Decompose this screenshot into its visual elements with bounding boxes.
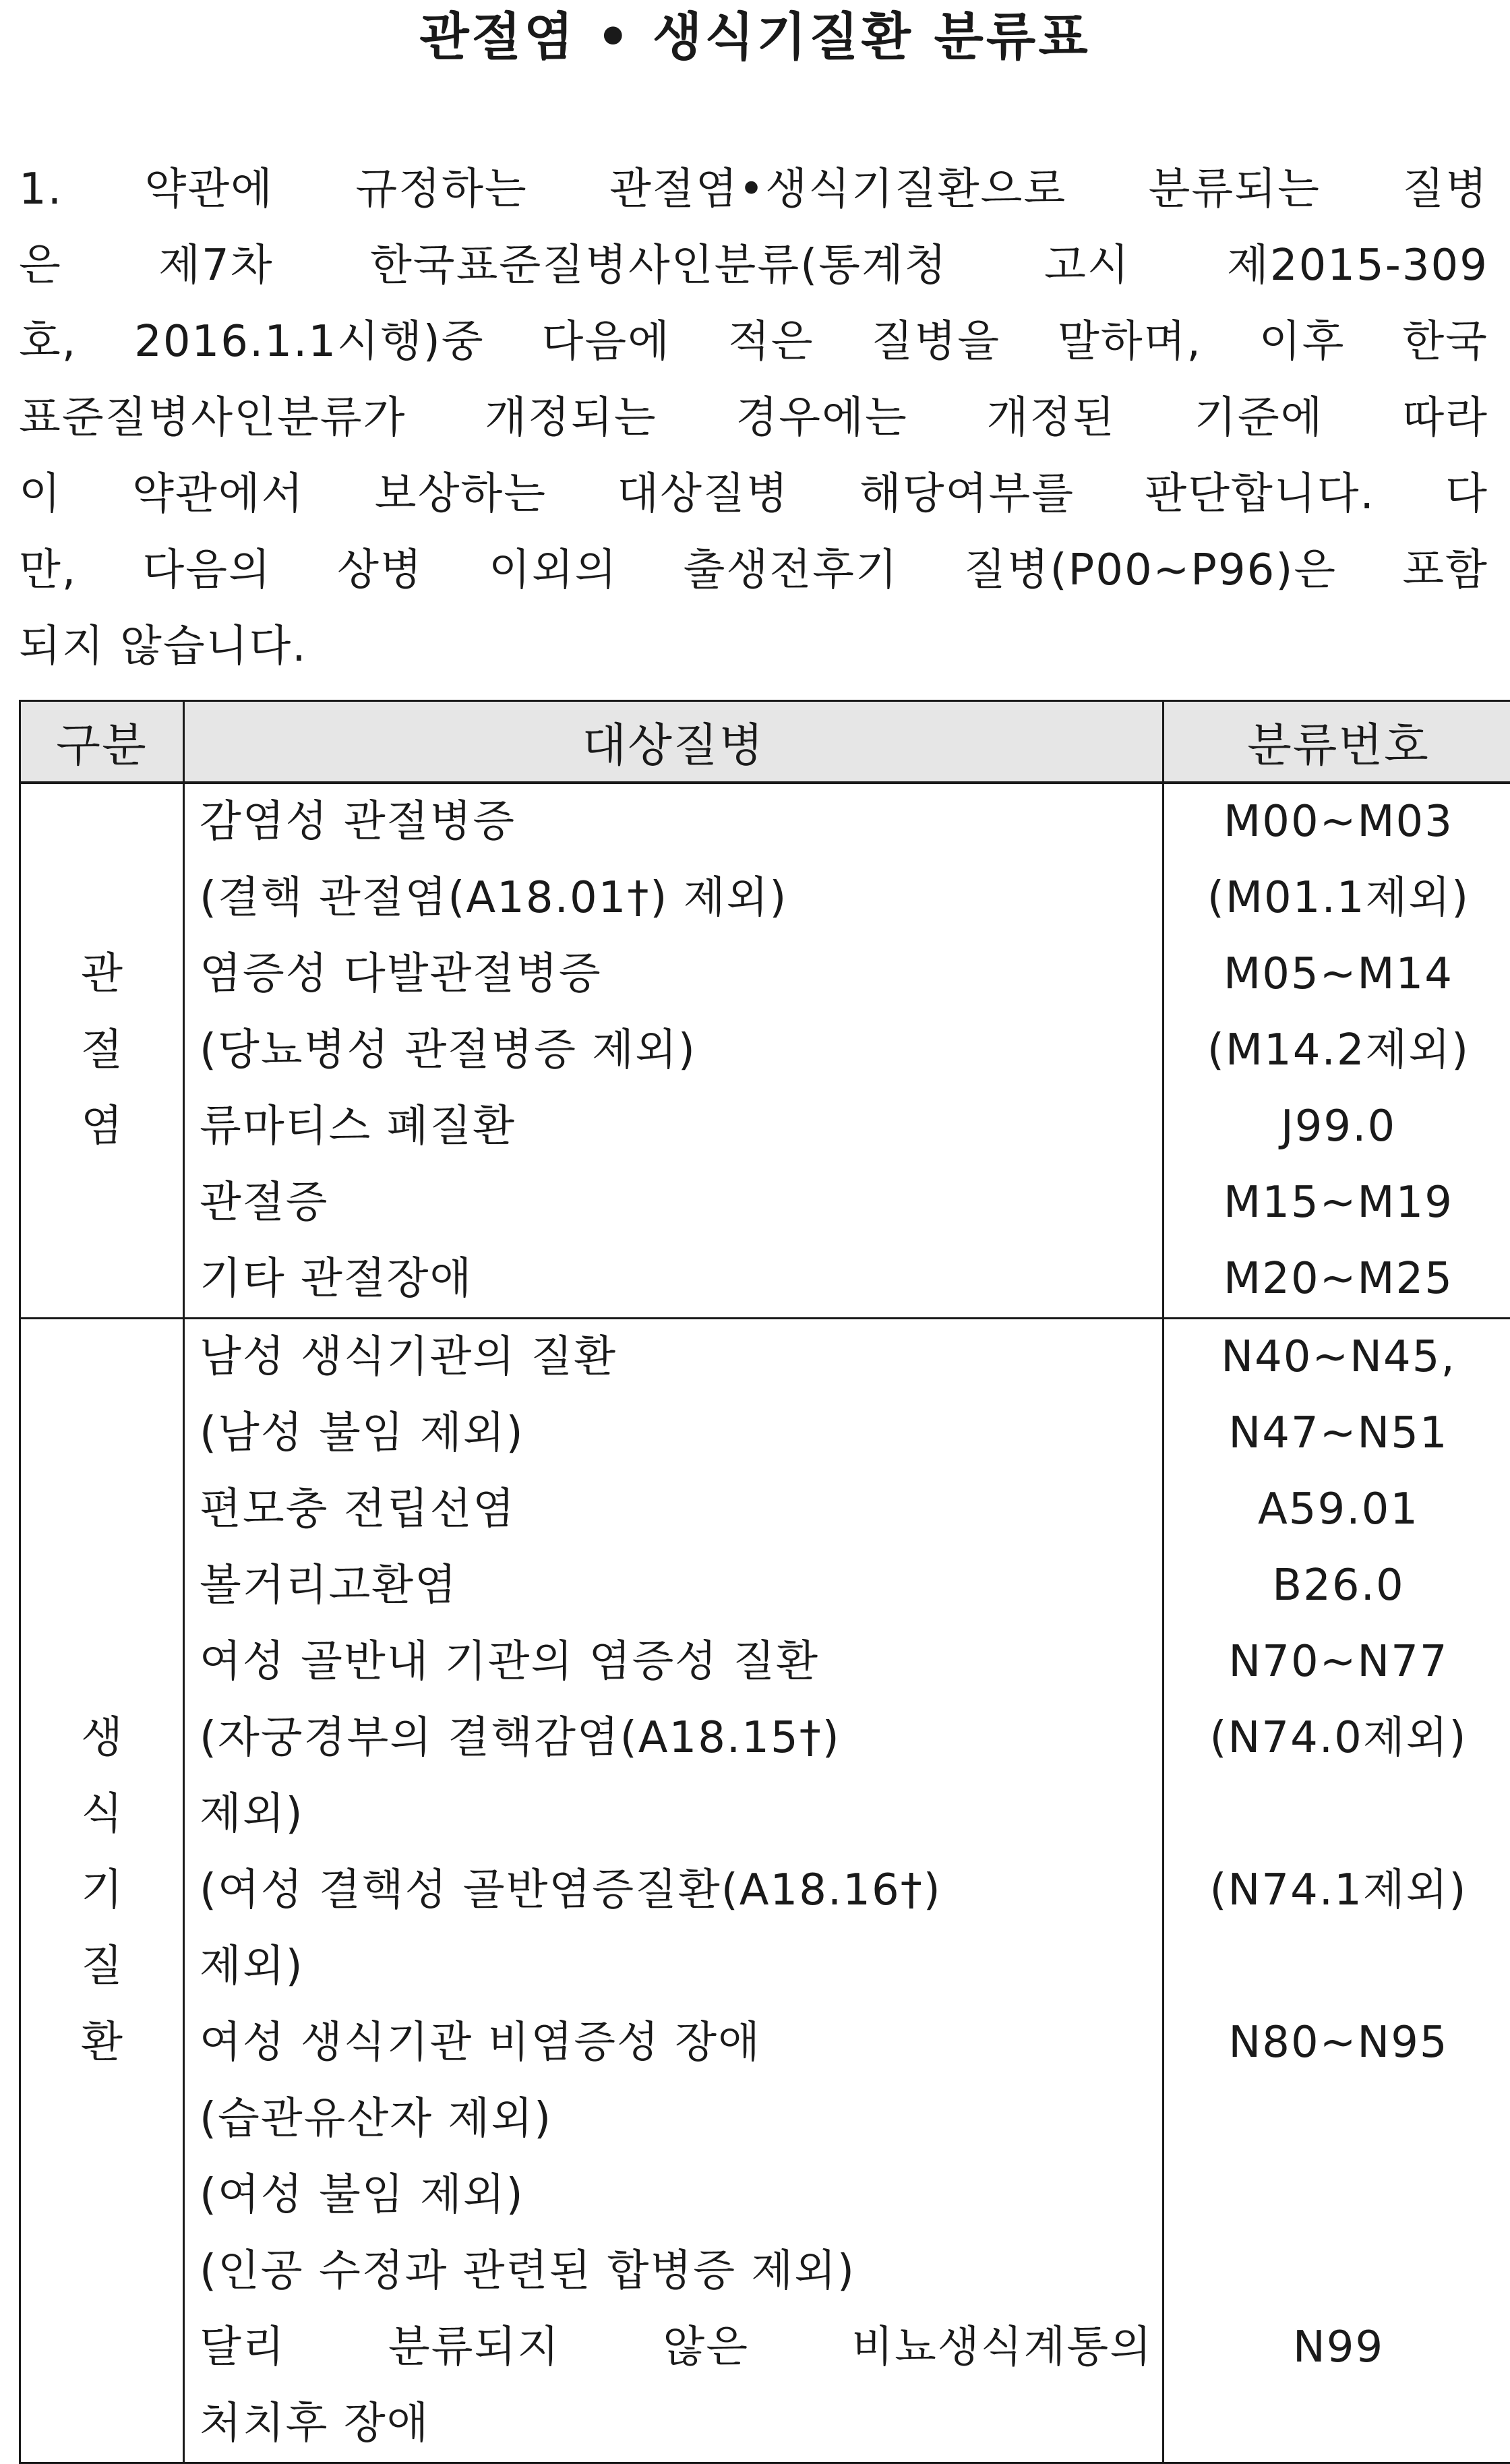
disease-line: 볼거리고환염 — [200, 1548, 1162, 1624]
disease-line: 남성 생식기관의 질환 — [200, 1319, 1162, 1395]
category-cell — [20, 783, 184, 1319]
code-line — [1164, 1776, 1510, 1853]
disease-line: 여성 골반내 기관의 염증성 질환 — [200, 1624, 1162, 1700]
paragraph-line: 만, 다음의 상병 이외의 출생전후기 질병(P00~P96)은 포함 — [19, 533, 1488, 609]
code-line — [1164, 2386, 1510, 2462]
paragraph-line: 은 제7차 한국표준질병사인분류(통계청 고시 제2015-309 — [19, 228, 1488, 304]
disease-line: 여성 생식기관 비염증성 장애 — [200, 2005, 1162, 2081]
code-line: J99.0 — [1164, 1089, 1510, 1165]
code-line: N99 — [1164, 2310, 1510, 2386]
code-line: N40~N45, — [1164, 1319, 1510, 1395]
code-line: B26.0 — [1164, 1548, 1510, 1624]
disease-line: 염증성 다발관절병증 — [200, 936, 1162, 1013]
code-line: (N74.0제외) — [1164, 1700, 1510, 1776]
paragraph-line: 호, 2016.1.1시행)중 다음에 적은 질병을 말하며, 이후 한국 — [19, 304, 1488, 380]
disease-line: (결핵 관절염(A18.01†) 제외) — [200, 860, 1162, 936]
disease-line: 제외) — [200, 1776, 1162, 1853]
table-header-row — [20, 701, 1510, 783]
header-code: 분류번호 — [1164, 701, 1510, 783]
code-cell — [1164, 1319, 1510, 2463]
code-line: (M14.2제외) — [1164, 1013, 1510, 1089]
disease-cell — [184, 783, 1164, 1319]
code-line: (N74.1제외) — [1164, 1853, 1510, 1929]
disease-line: 제외) — [200, 1929, 1162, 2005]
page-title: 관절염 • 생식기질환 분류표 — [0, 0, 1510, 74]
disease-cell — [184, 1319, 1164, 2463]
category-char: 기 — [21, 1853, 183, 1929]
code-line: N70~N77 — [1164, 1624, 1510, 1700]
code-line: M00~M03 — [1164, 784, 1510, 860]
classification-table — [19, 700, 1510, 2464]
disease-line: 편모충 전립선염 — [200, 1472, 1162, 1548]
category-char: 식 — [21, 1776, 183, 1853]
code-line: M15~M19 — [1164, 1165, 1510, 1241]
paragraph-line: 되지 않습니다. — [19, 609, 1488, 685]
code-line: N47~N51 — [1164, 1395, 1510, 1472]
code-line: (M01.1제외) — [1164, 860, 1510, 936]
intro-paragraph — [19, 152, 1488, 685]
section-arthritis — [20, 783, 1510, 1319]
category-char: 염 — [21, 1089, 183, 1165]
code-cell — [1164, 783, 1510, 1319]
code-line — [1164, 2081, 1510, 2157]
header-category: 구분 — [20, 701, 184, 783]
disease-line: (남성 불임 제외) — [200, 1395, 1162, 1472]
disease-line: 감염성 관절병증 — [200, 784, 1162, 860]
paragraph-line: 표준질병사인분류가 개정되는 경우에는 개정된 기준에 따라 — [19, 380, 1488, 456]
category-char: 환 — [21, 2005, 183, 2081]
disease-line: (습관유산자 제외) — [200, 2081, 1162, 2157]
header-disease: 대상질병 — [184, 701, 1164, 783]
paragraph-line: 이 약관에서 보상하는 대상질병 해당여부를 판단합니다. 다 — [19, 456, 1488, 533]
paragraph-line: 1. 약관에 규정하는 관절염•생식기질환으로 분류되는 질병 — [19, 152, 1488, 228]
code-line — [1164, 2157, 1510, 2233]
disease-line: 관절증 — [200, 1165, 1162, 1241]
code-line: A59.01 — [1164, 1472, 1510, 1548]
category-char: 절 — [21, 1013, 183, 1089]
disease-line: (당뇨병성 관절병증 제외) — [200, 1013, 1162, 1089]
category-char: 생 — [21, 1700, 183, 1776]
disease-line: (자궁경부의 결핵감염(A18.15†) — [200, 1700, 1162, 1776]
disease-line: 기타 관절장애 — [200, 1241, 1162, 1317]
disease-line: 처치후 장애 — [200, 2386, 1162, 2462]
section-genital — [20, 1319, 1510, 2463]
code-line — [1164, 2233, 1510, 2310]
code-line: N80~N95 — [1164, 2005, 1510, 2081]
disease-line: (인공 수정과 관련된 합병증 제외) — [200, 2233, 1162, 2310]
disease-line: (여성 결핵성 골반염증질환(A18.16†) — [200, 1853, 1162, 1929]
code-line — [1164, 1929, 1510, 2005]
category-char: 관 — [21, 936, 183, 1013]
disease-line: 달리 분류되지 않은 비뇨생식계통의 — [200, 2310, 1162, 2386]
disease-line: (여성 불임 제외) — [200, 2157, 1162, 2233]
code-line: M20~M25 — [1164, 1241, 1510, 1317]
disease-line: 류마티스 폐질환 — [200, 1089, 1162, 1165]
code-line: M05~M14 — [1164, 936, 1510, 1013]
category-cell — [20, 1319, 184, 2463]
category-char: 질 — [21, 1929, 183, 2005]
